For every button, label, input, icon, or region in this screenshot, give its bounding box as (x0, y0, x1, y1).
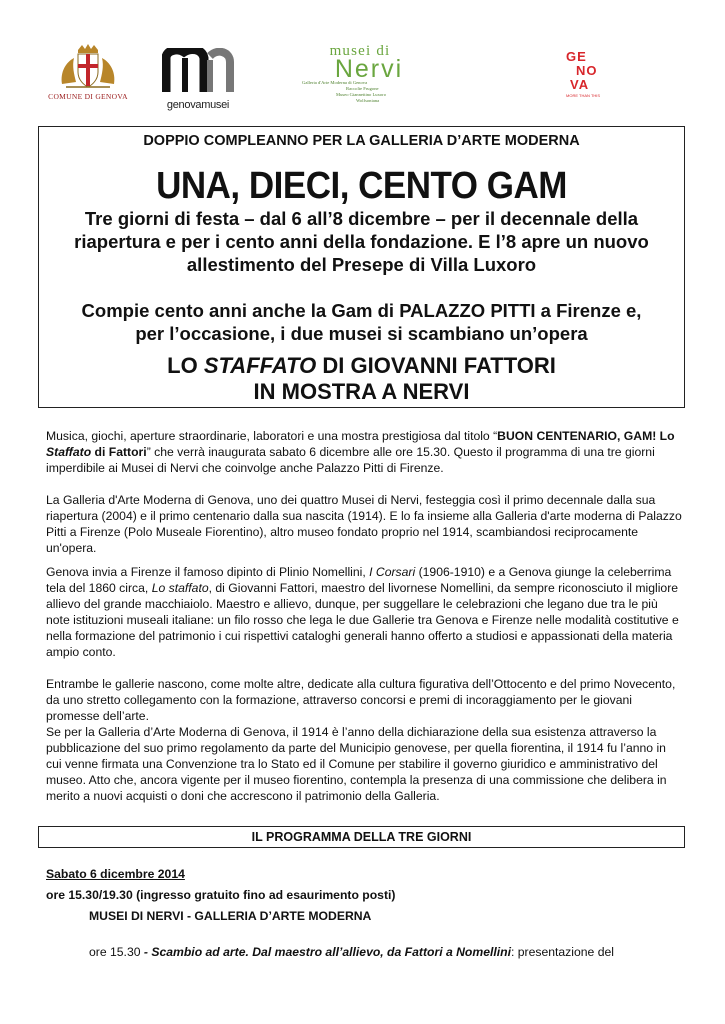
text-run: (1906-1910) e a Genova giunge la celeberrima tela del 1860 circa, (46, 565, 672, 595)
genova-row-2: NO (576, 63, 598, 78)
italic-run: I Corsari (369, 565, 416, 579)
program-time: ore 15.30/19.30 (ingresso gratuito fino ad esaurimento posti) (46, 888, 396, 902)
headline-part: LO (167, 353, 204, 378)
subtitle-1-line: allestimento del Presepe di Villa Luxoro (186, 254, 537, 275)
headline (39, 353, 684, 405)
genovamusei-mark-icon (162, 48, 234, 94)
program-heading: IL PROGRAMMA DELLA TRE GIORNI (38, 826, 685, 848)
subtitle-2 (49, 299, 674, 345)
text-run: Genova invia a Firenze il famoso dipinto di Plinio Nomellini, (46, 565, 370, 579)
headline-line-2: IN MOSTRA A NERVI (253, 379, 470, 404)
genova-row-3: VA (570, 77, 590, 92)
text-run: ” che verrà inaugurata sabato 6 dicembre alle ore 15.30. Questo il programma di una tre giorni imperdibile ai Musei di Nervi che coinvolge anche Palazzo Pitti di Firenze. (46, 445, 655, 475)
title-box (38, 126, 685, 408)
paragraph-history (46, 676, 682, 804)
genova-more-than-this-logo (566, 50, 616, 98)
paragraph-history-a: Entrambe le gallerie nascono, come molte altre, dedicate alla cultura figurativa dell’Ottocento e del primo Novecento, da uno stretto collegamento con la formazione, attraverso concorsi e premi di incoraggiamento per le giovani promesse dell’arte. (46, 677, 676, 723)
text-run: BUON CENTENARIO, GAM! Lo (497, 429, 675, 443)
paragraph-exchange (46, 564, 682, 660)
nervi-line2: Nervi (334, 55, 404, 83)
main-title: UNA, DIECI, CENTO GAM (156, 164, 567, 207)
subtitle-1-line: riapertura e per i cento anni della fondazione. E l’8 apre un nuovo (74, 231, 649, 252)
italic-run: Staffato (46, 445, 92, 459)
headline-part: DI GIOVANNI FATTORI (316, 353, 556, 378)
program-venue: MUSEI DI NERVI - GALLERIA D’ARTE MODERNA (89, 909, 372, 923)
headline-line-1 (39, 353, 684, 379)
coat-of-arms-icon (56, 44, 120, 90)
subtitle-2-line: per l’occasione, i due musei si scambiano un’opera (135, 323, 588, 344)
subtitle-1-line: Tre giorni di festa – dal 6 all’8 dicembre – per il decennale della (84, 208, 639, 229)
headline-italic: STAFFATO (203, 353, 317, 378)
paragraph-gam-genova: La Galleria d'Arte Moderna di Genova, uno dei quattro Musei di Nervi, festeggia così il primo decennale dalla sua riapertura (2004) e il primo centenario dalla sua nascita (1914). E lo fa insieme alla Galleria d'arte moderna di Palazzo Pitti a Firenze (Polo Museale Fiorentino), altro museo fondato proprio nel 1914, scambiandosi reciprocamente un'opera. (46, 493, 682, 555)
event-title: - Scambio ad arte. Dal maestro all’allievo, da Fattori a Nomellini (143, 945, 511, 959)
paragraph-history-b: Se per la Galleria d’Arte Moderna di Genova, il 1914 è l’anno della dichiarazione della sua esistenza attraverso la pubblicazione del suo primo regolamento da parte del Municipio genovese, per quella fiorentina, il 1914 fu l’anno in cui venne firmata una Convenzione tra lo Stato ed il Comune per stabilire il governo giuridico e amministrativo del museo. Atto che, ancora vigente per il museo fiorentino, contempla la presenza di una commissione che delibera in merito a nuovi acquisti o doni che accrescono il patrimonio della Galleria. (46, 725, 667, 803)
nervi-sub-3: Museo Giannettino Luxoro (336, 92, 387, 97)
text-run: , di Giovanni Fattori, maestro del livornese Nomellini, da sempre riconosciuto il migliore allievo del grande macchiaiolo. Maestro e allievo, dunque, per suggellare le celebrazioni che legano due tra le più note istituzioni museali italiane: un filo rosso che lega le due Gallerie tra Genova e Firenze nelle modalità costitutive e nella formazione del patrimonio i cui rispettivi cataloghi generali hanno offerto a studiosi e appassionati della materia ampio conto. (46, 581, 679, 659)
paragraph-intro (46, 428, 682, 476)
genova-tagline: MORE THAN THIS (566, 93, 601, 98)
text-run: di Fattori (91, 445, 147, 459)
nervi-sub-1: Galleria d'Arte Moderna di Genova (302, 80, 368, 85)
comune-di-genova-logo (44, 44, 132, 101)
nervi-sub-2: Raccolte Frugone (346, 86, 379, 91)
kicker: DOPPIO COMPLEANNO PER LA GALLERIA D’ARTE MODERNA (143, 133, 580, 149)
italic-run: Lo staffato (151, 581, 209, 595)
nervi-line1: musei di (329, 43, 391, 59)
musei-di-nervi-logo (296, 44, 424, 104)
nervi-sub-4: Wolfsoniana (356, 98, 380, 103)
text-run: Musica, giochi, aperture straordinarie, laboratori e una mostra prestigiosa dal titolo “ (46, 429, 498, 443)
genovamusei-logo (160, 48, 236, 111)
text-run: ore 15.30 (89, 945, 144, 959)
genovamusei-caption: genovamusei (166, 99, 230, 111)
subtitle-2-line: Compie cento anni anche la Gam di PALAZZO PITTI a Firenze e, (81, 300, 642, 321)
genova-row-1: GE (566, 49, 587, 64)
subtitle-1 (49, 207, 674, 276)
text-run: : presentazione del (510, 945, 614, 959)
comune-caption: COMUNE DI GENOVA (48, 92, 128, 101)
program-event (89, 944, 614, 960)
program-date: Sabato 6 dicembre 2014 (46, 867, 185, 881)
